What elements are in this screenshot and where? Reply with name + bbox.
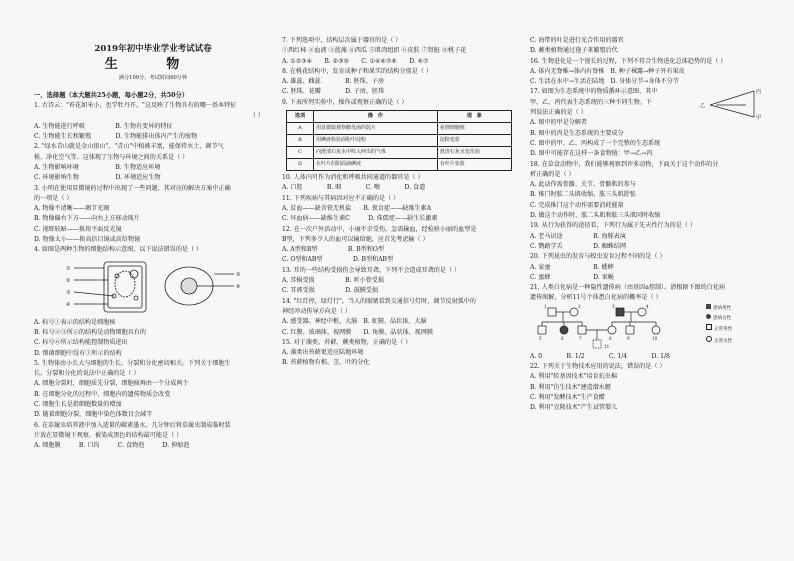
table-cell: 在叶片的阳面滴碘液 (314, 159, 438, 171)
table-cell: 用显微镜观察酵母菌的装片 (314, 123, 438, 135)
pedigree-number: 6 (561, 335, 564, 341)
pedigree-legend (706, 304, 766, 347)
experiment-table (286, 110, 512, 171)
option-line: C. 鹦鹉学舌 D. 蜘蛛结网 (530, 242, 627, 250)
svg-text:⑥: ⑥ (236, 283, 241, 290)
table-cell: 看到细胞核 (437, 123, 511, 135)
option-line: C. O型和AB型 D. B型和AB型 (282, 256, 394, 264)
question-line: ①西红柿 ②血液 ③蓝藻 ④西瓜 ⑤肌肉组织 ⑥皮肤 ⑦肾脏 ⑧桃子花 (282, 47, 467, 55)
option-line: A. 藻类出苔藓更适应陆地环境 (282, 349, 364, 357)
option-line: A. 耳蜗受损 B. 听小骨受损 (282, 277, 384, 285)
option-line: A. 细胞分裂时，细胞质先分裂，细胞核再由一个分成两个 (34, 380, 189, 388)
exam-subject: 生 物 (104, 57, 202, 73)
question-line: 片放在显微镜下观察，被染成黑色的结构最可能是（ ） (34, 431, 183, 439)
plant-cell-icon (104, 262, 146, 312)
svg-text:①: ① (66, 265, 71, 272)
option-line: B. 在细胞分化的过程中，细胞内的遗传物质会改变 (34, 390, 171, 398)
question-line: 14. "红灯停，绿灯行"。当人的眼睛看到交通信号灯时，调节反射弧中的 (282, 297, 476, 305)
option-line: A. 细胞膜 B. 口沟 C. 食物泡 D. 伸缩泡 (34, 442, 190, 450)
pedigree-number: 10 (652, 335, 658, 341)
column-left (34, 0, 272, 452)
table-header: 现 象 (437, 111, 511, 123)
option-line: D. 图中可能存在这样一条食物链：甲→乙→丙 (530, 150, 653, 158)
option-line: A. 生物能进行呼吸 B. 生物有变异的特征 (34, 122, 173, 130)
svg-text:②: ② (66, 277, 71, 284)
question-line: 18. 在草食动物中，我们能够观察到许多动物，下面关于这个动作的分 (530, 160, 719, 168)
question-line: 列说法正确的是（ ） (530, 109, 587, 117)
question-line: 16. 生物进化是一个漫长的过程，下列不符合生物进化总体趋势的是（ ） (530, 57, 727, 65)
option-line: D. 蕨类植物通过孢子来繁殖后代 (530, 47, 618, 55)
exam-title: 2019年初中毕业学业考试试卷 (94, 44, 212, 54)
question-line: 13. 耳的一些结构受损伤会导致耳聋。下列不会造成耳聋的是（ ） (282, 266, 461, 274)
question-line: 21. 人类白化病是一种隐性遗传病（由基因a控制）。请根据下图的白化病 (530, 284, 726, 292)
svg-text:乙: 乙 (700, 103, 706, 110)
option-line: A. 物像不清晰——调节光圈 (34, 205, 110, 213)
table-header-row (287, 111, 512, 123)
option-line: C. 海带的叶是进行光合作用的器官 (530, 37, 624, 44)
question-line: 4. 如图是两种生物的细胞结构示意图，以下说法错误的是（ ） (34, 246, 203, 254)
option-line: C. 利用"发酵技术"生产食醋 (530, 393, 605, 401)
question-line: 3. 小明在使用显微镜的过程中出现了一些问题，其对应的解决方案中正确 (34, 184, 231, 192)
pedigree-number: 5 (539, 335, 542, 341)
question-line: 9. 下表所列实验中，操作或观察正确的是（ ） (282, 98, 408, 106)
option-line: C. 生物能生长和繁殖 D. 生物能排出体内产生的废物 (34, 133, 198, 141)
option-line: C. 生活在水中→生活在陆地 D. 身体分节→身体不分节 (530, 78, 679, 86)
question-line: 甲、乙、丙代表生态系统的三种不同生物。下 (530, 98, 652, 106)
table-cell: 用碘液检验面粉中淀粉 (314, 135, 438, 147)
option-line: C. 红膜、玻璃体、视网膜 D. 角膜、晶状体、视网膜 (282, 328, 433, 336)
option-line: A. 雄蕊、雌蕊 B. 胚珠、子房 (282, 78, 384, 86)
option-line: C. 环境影响生物 D. 环境适应生物 (34, 174, 161, 182)
option-line: A. 贫血——缺含铁无机盐 B. 夜盲症——缺维生素A (282, 204, 431, 212)
pedigree-figure (530, 304, 770, 352)
question-line: 22. 下列关于生物技术应用的说法，错误的是（ ） (530, 363, 666, 371)
option-line: A. 体内无脊椎→体内有脊椎 B. 种子裸露→种子外有果皮 (530, 67, 685, 75)
option-line: B. 利用"仿生技术"建造潜水艇 (530, 383, 611, 391)
option-line: D. 物像太小——换高倍目镜或高倍物镜 (34, 236, 141, 244)
question-line: 19. 从行为获得的途径看，下列行为属于先天性行为的是（ ） (530, 222, 696, 230)
question-line: B型，下列多少人的血可以输给她，应首先考虑输（ ） (282, 235, 429, 243)
option-line: A. 生物影响环境 B. 生物适应环境 (34, 163, 161, 171)
column-right (530, 36, 770, 414)
question-line: 1. 古诗云："苔花如米小，也学牡丹开。"这反映了生物具有的哪一基本特征 (34, 102, 237, 110)
legend-item: 患病女性 (706, 314, 766, 324)
question-line: 8. 在桃花结构中，发育成种子和果实的结构分别是（ ） (282, 67, 432, 75)
question-line: 候、净化空气等。这体现了生物与环境之间的关系是（ ） (34, 153, 189, 161)
table-row (287, 159, 512, 171)
table-cell: 澄清石灰水变浑浊 (437, 147, 511, 159)
option-line: C. 蜜蜂 D. 果蝇 (530, 273, 614, 281)
option-line: A. 家蚕 B. 蟋蟀 (530, 263, 614, 271)
option-line: D. 做这个动作时，肱二头肌和肱三头肌同时收缩 (530, 212, 661, 220)
question-line: 12. 在一次户外活动中，小丽不幸受伤，急需输血，经检验小丽的血型是 (282, 225, 477, 233)
pedigree-number: 3 (612, 303, 615, 309)
pedigree-number: 7 (579, 335, 582, 341)
option-line: C. 胚珠、花瓣 D. 子房、胚珠 (282, 88, 385, 96)
option-line: A. 老马识途 B. 海豚表演 (530, 232, 626, 240)
pedigree-number: 2 (578, 303, 581, 309)
question-line: 2. "绿水青山就是金山银山"。"青山"中植被丰富，能保持水土、调节气 (34, 143, 224, 151)
option-line: D. 细菌细胞中没有①所示的结构 (34, 349, 122, 357)
legend-item: 正常女性 (706, 336, 766, 347)
option-line: C. 图中的甲、乙、丙构成了一个完整的生态系统 (530, 139, 661, 147)
table-row (287, 147, 512, 159)
pedigree-number: 9 (627, 335, 630, 341)
question-line: 10. 人体内可作为消化和呼吸共同通道的器官是（ ） (282, 174, 424, 182)
option-line: A. A型和B型 B. B型和O型 (282, 246, 385, 254)
question-line: 析正确的是（ ） (530, 170, 575, 178)
option-line: A. 口腔 B. 咽 C. 喉 D. 食道 (282, 184, 426, 192)
option-line: A. 0 B. 1/2 C. 1/4 D. 1/8 (530, 352, 670, 360)
option-line: C. 细胞生长是指细胞数量的增加 (34, 401, 122, 409)
exam-info: 满分100分，考试时间60分钟 (118, 74, 188, 81)
pedigree-chart (530, 304, 700, 352)
option-line: C. 坏血病——缺维生素C D. 侏儒症——缺生长激素 (282, 215, 438, 223)
table-cell: A (287, 123, 314, 135)
answer-paren: （ ） (249, 112, 264, 120)
option-line: A. 利用"转基因技术"培育抗虫棉 (530, 373, 618, 381)
column-middle (282, 36, 520, 369)
option-line: C. 完成推门这个动作需要消耗能量 (530, 201, 624, 209)
question-line: 11. 下列疾病与其病因对应不正确的是（ ） (282, 194, 400, 202)
option-line: C. 耳郭受损 D. 鼓膜受损 (282, 287, 379, 295)
cell-diagram (34, 256, 264, 318)
table-cell: 向澄清石灰水中吹入呼出的气体 (314, 147, 438, 159)
table-row (287, 135, 512, 147)
option-line: B. 苔藓植物有根、茎、叶的分化 (282, 359, 370, 367)
pedigree-number: 1 (544, 303, 547, 309)
option-line: A. ①②③④ B. ②③⑤ C. ①④⑥⑦⑧ D. ⑥⑦ (282, 57, 429, 65)
question-line: 6. 在草履虫培养液中加入适量的碳素墨水，几分钟后将草履虫制成临时装 (34, 421, 231, 429)
svg-text:③: ③ (66, 289, 71, 296)
table-header: 选项 (287, 111, 314, 123)
question-line: 15. 对于藻类、苔藓、蕨类植物，正确的是（ ） (282, 338, 412, 346)
svg-text:⑤: ⑤ (236, 271, 241, 278)
section-heading: 一、选择题（本大题共25小题，每小题2分，共50分） (34, 91, 189, 99)
question-line: 长、分裂和分化的说法中正确的是（ ） (34, 370, 140, 378)
cycle-diagram (696, 87, 766, 121)
pedigree-number: 4 (646, 303, 649, 309)
option-line: D. 利用"克隆技术"产生试管婴儿 (530, 404, 618, 412)
question-line: 遗传图解，分析11号个体患白化病的概率是（ ） (530, 294, 662, 302)
option-line: C. 标号⑥所示结构能控制物质进出 (34, 339, 128, 347)
option-line: A. 此动作需骨骼、关节、骨骼肌的参与 (530, 181, 636, 189)
svg-text:甲: 甲 (756, 115, 762, 122)
option-line: A. 感受器、神经中枢、大脑 B. 虹膜、晶状体、大脑 (282, 318, 427, 326)
option-line: D. 随着细胞分裂，细胞中染色体数目会减半 (34, 411, 153, 419)
question-line: 的一项是（ ） (34, 194, 73, 202)
legend-item: 患病男性 (706, 304, 766, 314)
legend-item: 正常男性 (706, 324, 766, 335)
pedigree-number: 8 (609, 335, 612, 341)
question-line: 20. 下列昆虫的发育与蝗虫发育过程不同的是（ ） (530, 253, 666, 261)
table-cell: B (287, 135, 314, 147)
option-line: A. 标号①表示的结构是细胞核 (34, 318, 116, 326)
question-line: 17. 如图为生态系统中的物质循环示意图，其中 (530, 88, 658, 96)
option-line: C. 视野较暗——换用平面反光镜 (34, 225, 122, 233)
table-cell: D (287, 159, 314, 171)
option-line: A. 图中的甲是分解者 (530, 119, 588, 127)
question-line: 神经冲动传导方向是（ ） (282, 307, 351, 315)
option-line: B. 标号②③所示的结构是动物细胞具有的 (34, 328, 146, 336)
option-line: B. 物像偏右下方——向右上方移动玻片 (34, 215, 140, 223)
table-cell: C (287, 147, 314, 159)
svg-text:丙: 丙 (756, 89, 762, 96)
question-line: 7. 下列选项中，结构层次属于器官的是（ ） (282, 37, 402, 44)
question-line: 5. 生物体由小长大与细胞的生长、分裂和分化密切相关。下列关于细胞生 (34, 359, 231, 367)
table-cell: 淀粉变蓝 (437, 135, 511, 147)
svg-text:④: ④ (66, 301, 71, 308)
table-row (287, 123, 512, 135)
option-line: B. 图中的丙是生态系统的主要成分 (530, 129, 624, 137)
pedigree-number: 11 (604, 343, 610, 349)
option-line: B. 推门时肱二头肌收缩，肱三头肌舒张 (530, 191, 636, 199)
table-cell: 有叶片变蓝 (437, 159, 511, 171)
table-header: 操 作 (314, 111, 438, 123)
